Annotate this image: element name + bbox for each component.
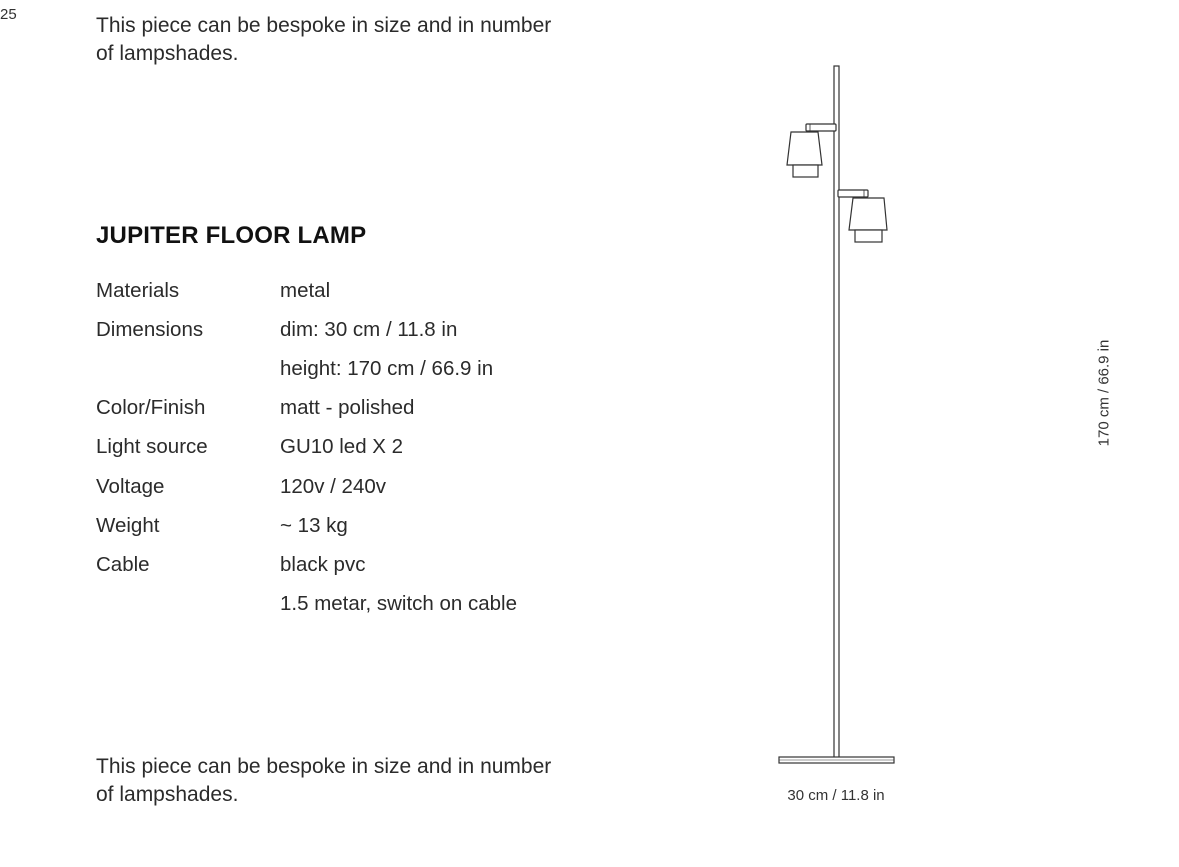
outro-text: This piece can be bespoke in size and in number of lampshades. xyxy=(96,755,552,806)
spec-row-materials xyxy=(96,271,616,310)
spec-value: height: 170 cm / 66.9 in xyxy=(280,356,494,380)
height-dimension-label: 170 cm / 66.9 in xyxy=(1095,339,1113,447)
lamp-base xyxy=(779,757,894,763)
spec-value: 1.5 metar, switch on cable xyxy=(280,592,518,616)
spec-label: Cable xyxy=(96,552,150,576)
spec-label: Dimensions xyxy=(96,317,204,341)
spec-value: ~ 13 kg xyxy=(280,513,348,537)
spec-row-dimensions xyxy=(96,310,616,349)
page-number: 25 xyxy=(0,6,17,23)
spec-row-height xyxy=(96,349,616,388)
product-title: JUPITER FLOOR LAMP xyxy=(96,222,367,249)
spec-label: Light source xyxy=(96,435,208,459)
spec-value: black pvc xyxy=(280,552,366,576)
spec-value: 120v / 240v xyxy=(280,474,386,498)
spec-value: dim: 30 cm / 11.8 in xyxy=(280,317,458,341)
spec-row-light-source xyxy=(96,428,616,467)
lamp-pole xyxy=(834,66,839,758)
spec-label: Weight xyxy=(96,513,160,537)
lower-lampshade xyxy=(838,190,887,242)
spec-row-cable xyxy=(96,545,616,584)
upper-lampshade xyxy=(787,124,836,177)
spec-value: GU10 led X 2 xyxy=(280,435,404,459)
spec-row-voltage xyxy=(96,467,616,506)
spec-table xyxy=(96,271,616,624)
spec-row-cable-length xyxy=(96,585,616,624)
spec-row-weight xyxy=(96,506,616,545)
spec-value: matt - polished xyxy=(280,396,415,420)
intro-text: This piece can be bespoke in size and in number of lampshades. xyxy=(96,14,552,65)
spec-row-color-finish xyxy=(96,389,616,428)
spec-label: Color/Finish xyxy=(96,396,206,420)
spec-value: metal xyxy=(280,278,331,302)
floor-lamp-drawing xyxy=(760,60,920,780)
spec-label: Materials xyxy=(96,278,180,302)
width-dimension-label: 30 cm / 11.8 in xyxy=(787,787,885,804)
spec-label: Voltage xyxy=(96,474,165,498)
